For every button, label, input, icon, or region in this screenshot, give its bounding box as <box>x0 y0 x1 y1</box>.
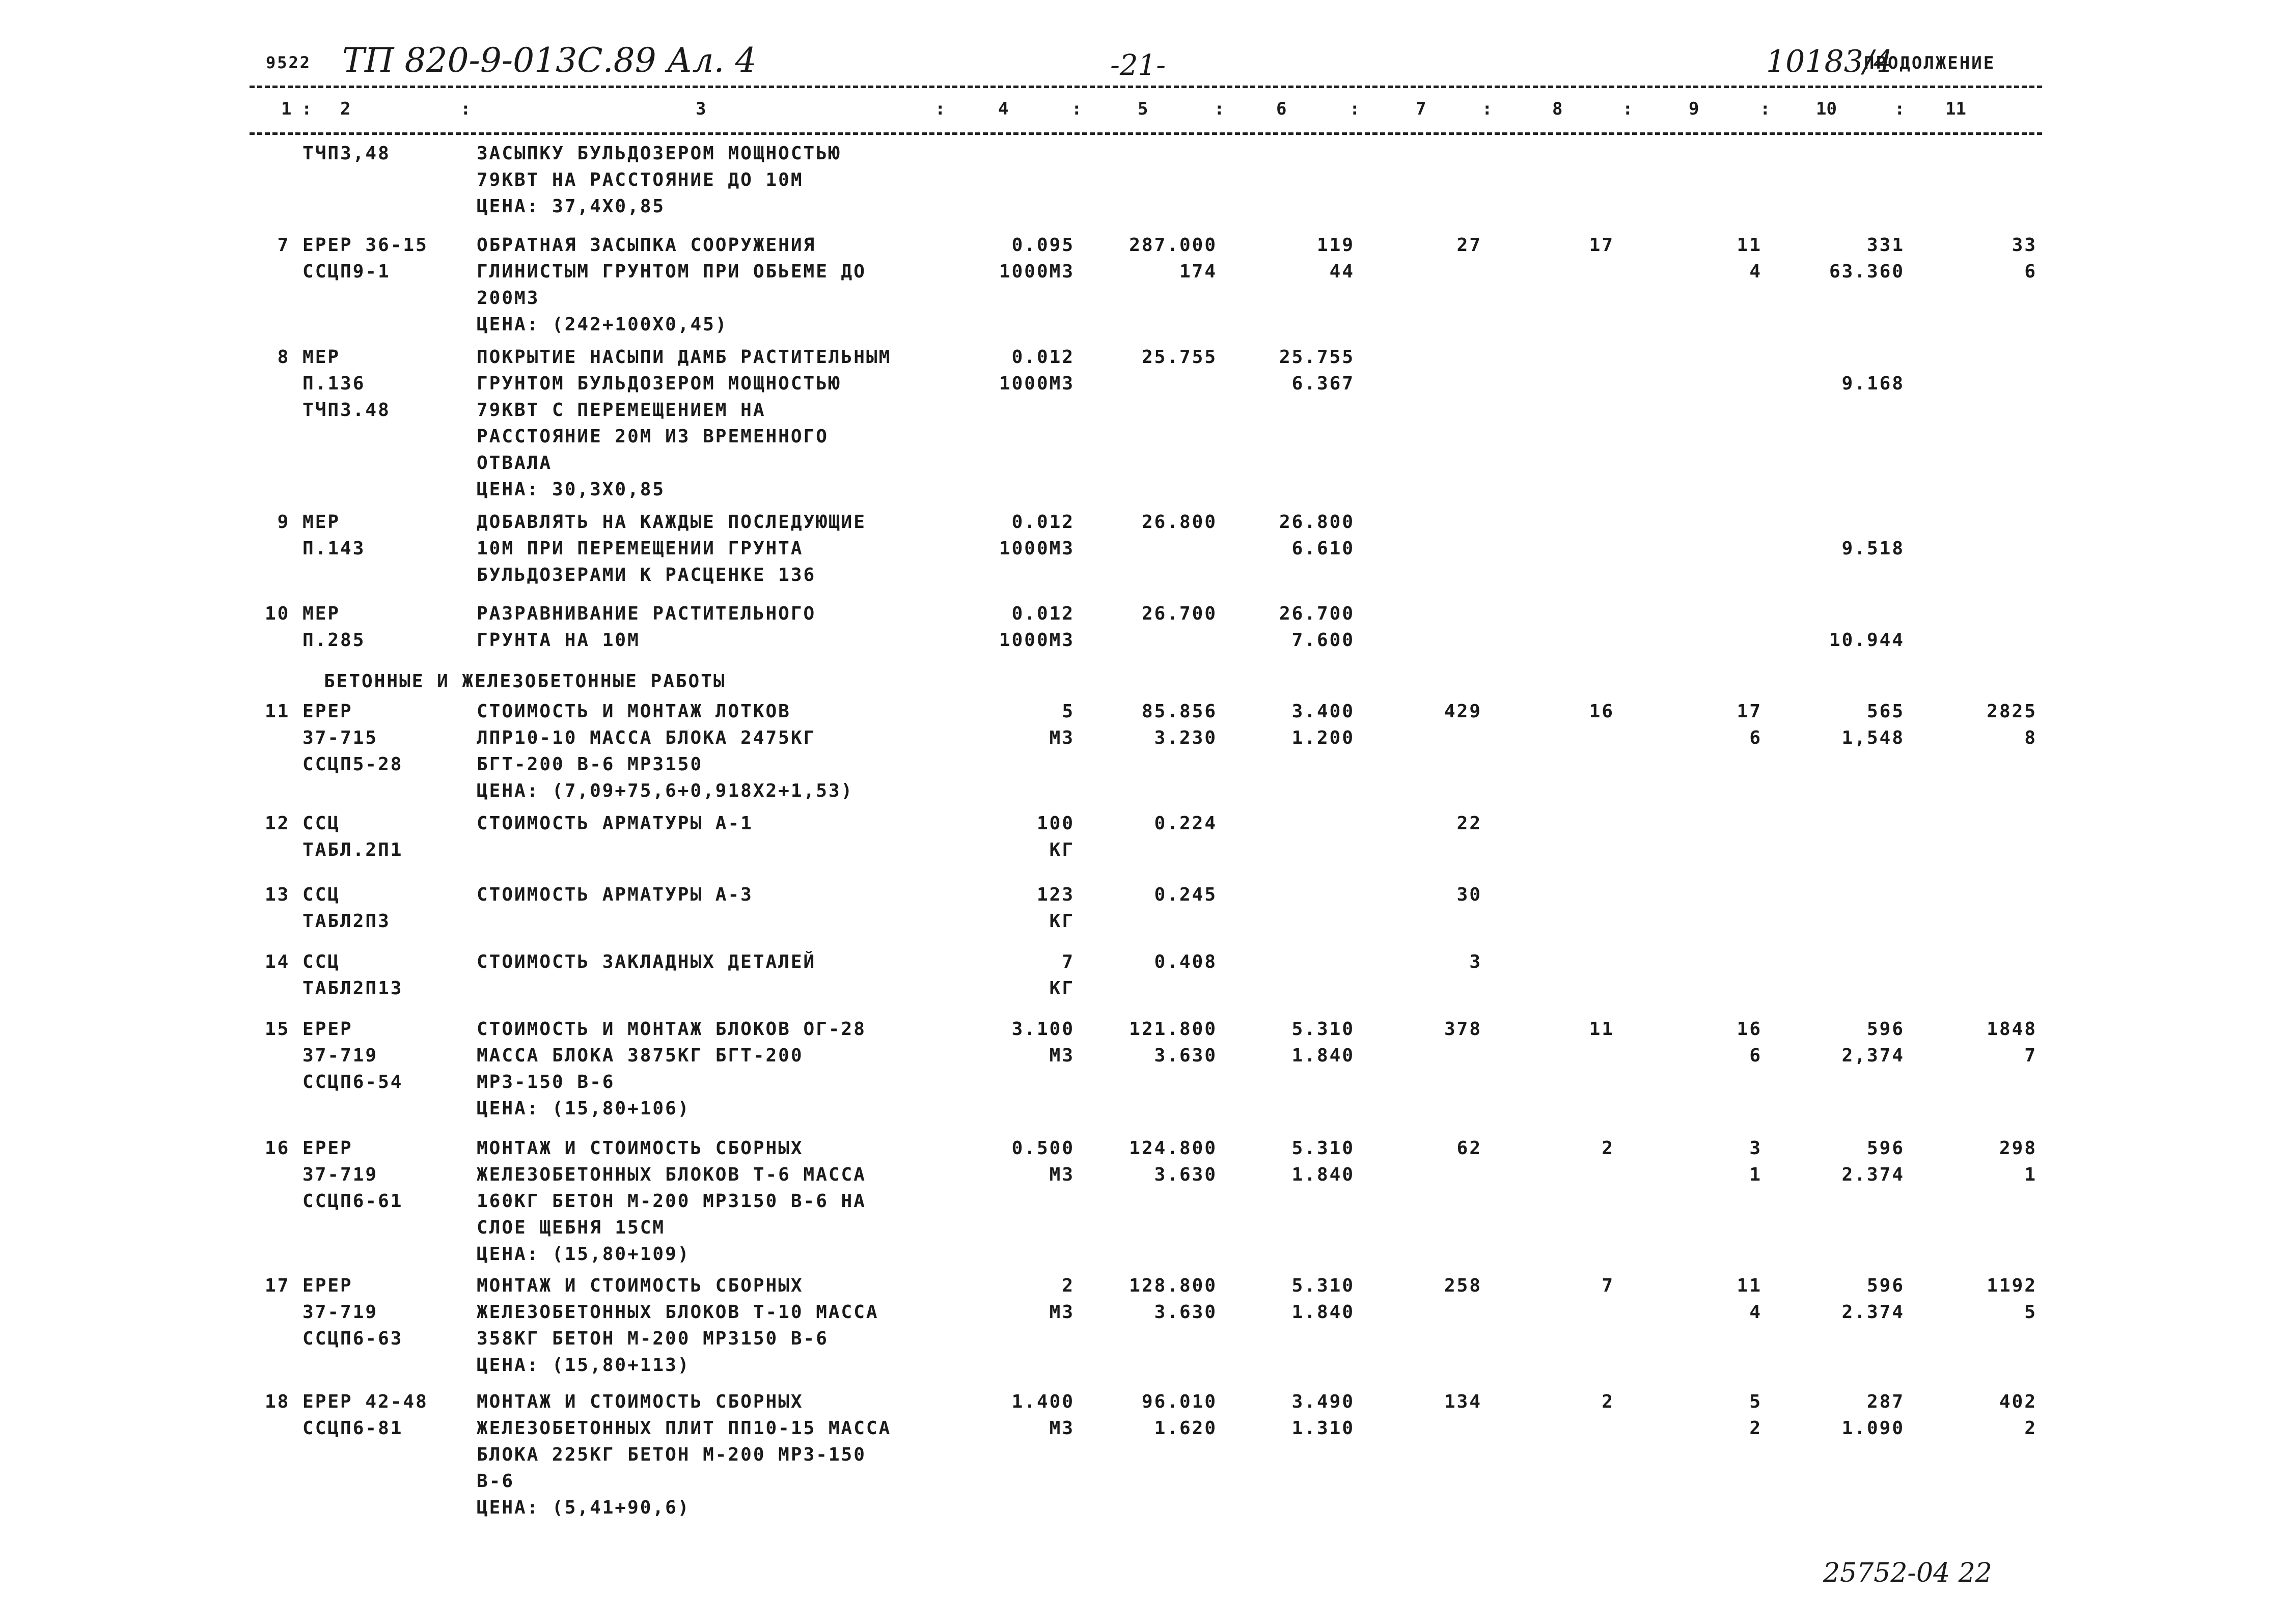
cell-desc: МОНТАЖ И СТОИМОСТЬ СБОРНЫХ ЖЕЛЕЗОБЕТОННЫХ ПЛИТ ПП10-15 МАССА БЛОКА 225КГ БЕТОН М-200 МР3-150 В-6 ЦЕНА: (5,41+90,6) <box>477 1391 892 1518</box>
cell-c5: 0.224 <box>1154 813 1217 834</box>
cell-c10: 9.168 <box>1841 373 1905 394</box>
cell-code: 9 МЕР П.143 <box>277 512 366 559</box>
column-separator: : <box>1071 99 1082 119</box>
document-code: 9522 <box>266 53 312 72</box>
cell-code: 11 ЕРЕР 37-715 ССЦП5-28 <box>265 701 403 775</box>
cell-c5: 121.800 3.630 <box>1129 1019 1217 1066</box>
cell-desc: СТОИМОСТЬ ЗАКЛАДНЫХ ДЕТАЛЕЙ <box>477 951 816 972</box>
cell-c9: 5 2 <box>1749 1391 1762 1439</box>
cell-c6: 25.755 6.367 <box>1279 347 1355 394</box>
cell-c8: 7 <box>1602 1275 1614 1296</box>
cell-c6: 3.400 1.200 <box>1291 701 1355 748</box>
document-title: ТП 820-9-013С.89 Ал. 4 <box>342 41 757 80</box>
cell-c7: 27 <box>1456 235 1482 256</box>
cell-c5: 0.408 <box>1154 951 1217 972</box>
column-number: 8 <box>1552 99 1563 119</box>
footer-reference: 25752-04 22 <box>1823 1558 1992 1588</box>
cell-desc: МОНТАЖ И СТОИМОСТЬ СБОРНЫХ ЖЕЛЕЗОБЕТОННЫХ БЛОКОВ Т-10 МАССА 358КГ БЕТОН М-200 МР3150 В-6 ЦЕНА: (15,80+113) <box>477 1275 879 1376</box>
column-separator: : <box>1349 99 1360 119</box>
cell-c9: 17 6 <box>1737 701 1762 748</box>
cell-desc: СТОИМОСТЬ АРМАТУРЫ А-1 <box>477 813 753 834</box>
cell-code: 12 ССЦ ТАБЛ.2П1 <box>265 813 403 860</box>
top-dashed-rule <box>250 86 2042 88</box>
cell-c7: 3 <box>1469 951 1482 972</box>
cell-unit: 1.400 М3 <box>1011 1391 1075 1439</box>
cell-code: 15 ЕРЕР 37-719 ССЦП6-54 <box>265 1019 403 1093</box>
cell-c10: 596 2.374 <box>1841 1275 1905 1323</box>
column-separator: : <box>1622 99 1633 119</box>
cell-c7: 62 <box>1456 1138 1482 1159</box>
column-number: 1 <box>281 99 292 119</box>
column-number: 9 <box>1689 99 1699 119</box>
cell-desc: ОБРАТНАЯ ЗАСЫПКА СООРУЖЕНИЯ ГЛИНИСТЫМ ГРУНТОМ ПРИ ОБЬЕМЕ ДО 200М3 ЦЕНА: (242+100Х0,45) <box>477 235 866 335</box>
column-number: 4 <box>998 99 1009 119</box>
cell-c7: 30 <box>1456 884 1482 905</box>
cell-desc: ПОКРЫТИЕ НАСЫПИ ДАМБ РАСТИТЕЛЬНЫМ ГРУНТОМ БУЛЬДОЗЕРОМ МОЩНОСТЬЮ 79КВТ С ПЕРЕМЕЩЕНИЕМ НА РАССТОЯНИЕ 20М ИЗ ВРЕМЕННОГО ОТВАЛА ЦЕНА: 30,3Х0,85 <box>477 347 892 500</box>
cell-c11: 2825 8 <box>1987 701 2037 748</box>
cell-c6: 3.490 1.310 <box>1291 1391 1355 1439</box>
cell-c8: 17 <box>1589 235 1614 256</box>
cell-c11: 298 1 <box>1999 1138 2037 1185</box>
cell-c5: 26.700 <box>1141 603 1217 624</box>
cell-unit: 5 М3 <box>1049 701 1075 748</box>
column-separator: : <box>1482 99 1493 119</box>
cell-code: 16 ЕРЕР 37-719 ССЦП6-61 <box>265 1138 403 1212</box>
cell-c10: 287 1.090 <box>1841 1391 1905 1439</box>
cell-c9: 11 4 <box>1737 1275 1762 1323</box>
cell-c5: 25.755 <box>1141 347 1217 368</box>
column-separator: : <box>1894 99 1905 119</box>
cell-c6: 26.800 6.610 <box>1279 512 1355 559</box>
column-separator: : <box>1214 99 1225 119</box>
column-number: 3 <box>696 99 706 119</box>
cell-desc: СТОИМОСТЬ И МОНТАЖ БЛОКОВ ОГ-28 МАССА БЛОКА 3875КГ БГТ-200 МР3-150 В-6 ЦЕНА: (15,80+106) <box>477 1019 866 1119</box>
cell-desc: СТОИМОСТЬ И МОНТАЖ ЛОТКОВ ЛПР10-10 МАССА БЛОКА 2475КГ БГТ-200 В-6 МР3150 ЦЕНА: (7,09+75,6+0,918Х2+1,53) <box>477 701 854 801</box>
cell-c5: 124.800 3.630 <box>1129 1138 1217 1185</box>
cell-desc: ЗАСЫПКУ БУЛЬДОЗЕРОМ МОЩНОСТЬЮ 79КВТ НА РАССТОЯНИЕ ДО 10М ЦЕНА: 37,4Х0,85 <box>477 143 841 217</box>
cell-c8: 16 <box>1589 701 1614 722</box>
cell-unit: 3.100 М3 <box>1011 1019 1075 1066</box>
cell-desc: ДОБАВЛЯТЬ НА КАЖДЫЕ ПОСЛЕДУЮЩИЕ 10М ПРИ ПЕРЕМЕЩЕНИИ ГРУНТА БУЛЬДОЗЕРАМИ К РАСЦЕНКЕ 136 <box>477 512 866 585</box>
cell-unit: 100 КГ <box>1036 813 1075 860</box>
cell-c6: 26.700 7.600 <box>1279 603 1355 651</box>
column-number: 5 <box>1138 99 1148 119</box>
page-number: -21- <box>1110 49 1166 82</box>
cell-unit: 0.012 1000М3 <box>999 347 1075 394</box>
cell-c11: 1192 5 <box>1987 1275 2037 1323</box>
cell-c8: 2 <box>1602 1391 1614 1412</box>
cell-c11: 1848 7 <box>1987 1019 2037 1066</box>
cell-c5: 128.800 3.630 <box>1129 1275 1217 1323</box>
cell-c10: 596 2,374 <box>1841 1019 1905 1066</box>
cell-c8: 2 <box>1602 1138 1614 1159</box>
cell-c10: 596 2.374 <box>1841 1138 1905 1185</box>
cell-c5: 287.000 174 <box>1129 235 1217 282</box>
document-reference: 10183/4 <box>1766 44 1893 79</box>
cell-c10: 565 1,548 <box>1841 701 1905 748</box>
cell-c9: 11 4 <box>1737 235 1762 282</box>
cell-c6: 5.310 1.840 <box>1291 1138 1355 1185</box>
cell-c7: 258 <box>1444 1275 1482 1296</box>
cell-desc: СТОИМОСТЬ АРМАТУРЫ А-3 <box>477 884 753 905</box>
cell-unit: 123 КГ <box>1036 884 1075 932</box>
cell-unit: 0.500 М3 <box>1011 1138 1075 1185</box>
cell-c6: 119 44 <box>1316 235 1355 282</box>
column-separator: : <box>301 99 312 119</box>
header-dashed-rule <box>250 132 2042 135</box>
cell-c7: 22 <box>1456 813 1482 834</box>
cell-unit: 7 КГ <box>1049 951 1075 999</box>
cell-c7: 134 <box>1444 1391 1482 1412</box>
cell-desc: МОНТАЖ И СТОИМОСТЬ СБОРНЫХ ЖЕЛЕЗОБЕТОННЫХ БЛОКОВ Т-6 МАССА 160КГ БЕТОН М-200 МР3150 В-6 НА СЛОЕ ЩЕБНЯ 15СМ ЦЕНА: (15,80+109) <box>477 1138 866 1265</box>
cell-c8: 11 <box>1589 1019 1614 1040</box>
section-title: БЕТОННЫЕ И ЖЕЛЕЗОБЕТОННЫЕ РАБОТЫ <box>324 671 726 692</box>
column-number: 6 <box>1276 99 1287 119</box>
column-separator: : <box>1760 99 1771 119</box>
cell-code: 17 ЕРЕР 37-719 ССЦП6-63 <box>265 1275 403 1349</box>
cell-desc: РАЗРАВНИВАНИЕ РАСТИТЕЛЬНОГО ГРУНТА НА 10М <box>477 603 816 651</box>
cell-code: 10 МЕР П.285 <box>265 603 366 651</box>
column-number: 7 <box>1416 99 1426 119</box>
cell-code: 13 ССЦ ТАБЛ2П3 <box>265 884 391 932</box>
cell-c5: 85.856 3.230 <box>1141 701 1217 748</box>
column-number: 10 <box>1816 99 1837 119</box>
cell-c10: 9.518 <box>1841 538 1905 559</box>
cell-c5: 26.800 <box>1141 512 1217 533</box>
column-separator: : <box>935 99 946 119</box>
cell-code: 8 МЕР П.136 ТЧП3.48 <box>277 347 391 421</box>
continuation-label: ПРОДОЛЖЕНИЕ <box>1864 53 1996 73</box>
cell-c7: 429 <box>1444 701 1482 722</box>
cell-unit: 0.012 1000М3 <box>999 603 1075 651</box>
column-number: 2 <box>340 99 351 119</box>
cell-c9: 3 1 <box>1749 1138 1762 1185</box>
cell-unit: 0.012 1000М3 <box>999 512 1075 559</box>
cell-code: 18 ЕРЕР 42-48 ССЦП6-81 <box>265 1391 428 1439</box>
cell-c11: 402 2 <box>1999 1391 2037 1439</box>
cell-code: 14 ССЦ ТАБЛ2П13 <box>265 951 403 999</box>
cell-c5: 96.010 1.620 <box>1141 1391 1217 1439</box>
cell-c10: 331 63.360 <box>1829 235 1905 282</box>
cell-c5: 0.245 <box>1154 884 1217 905</box>
cell-unit: 0.095 1000М3 <box>999 235 1075 282</box>
cell-c10: 10.944 <box>1829 630 1905 651</box>
column-number: 11 <box>1945 99 1966 119</box>
cell-unit: 2 М3 <box>1049 1275 1075 1323</box>
cell-c7: 378 <box>1444 1019 1482 1040</box>
cell-code: ТЧП3,48 <box>265 143 391 164</box>
column-separator: : <box>460 99 471 119</box>
cell-code: 7 ЕРЕР 36-15 ССЦП9-1 <box>277 235 428 282</box>
cell-c6: 5.310 1.840 <box>1291 1275 1355 1323</box>
cell-c11: 33 6 <box>2012 235 2037 282</box>
cell-c9: 16 6 <box>1737 1019 1762 1066</box>
cell-c6: 5.310 1.840 <box>1291 1019 1355 1066</box>
